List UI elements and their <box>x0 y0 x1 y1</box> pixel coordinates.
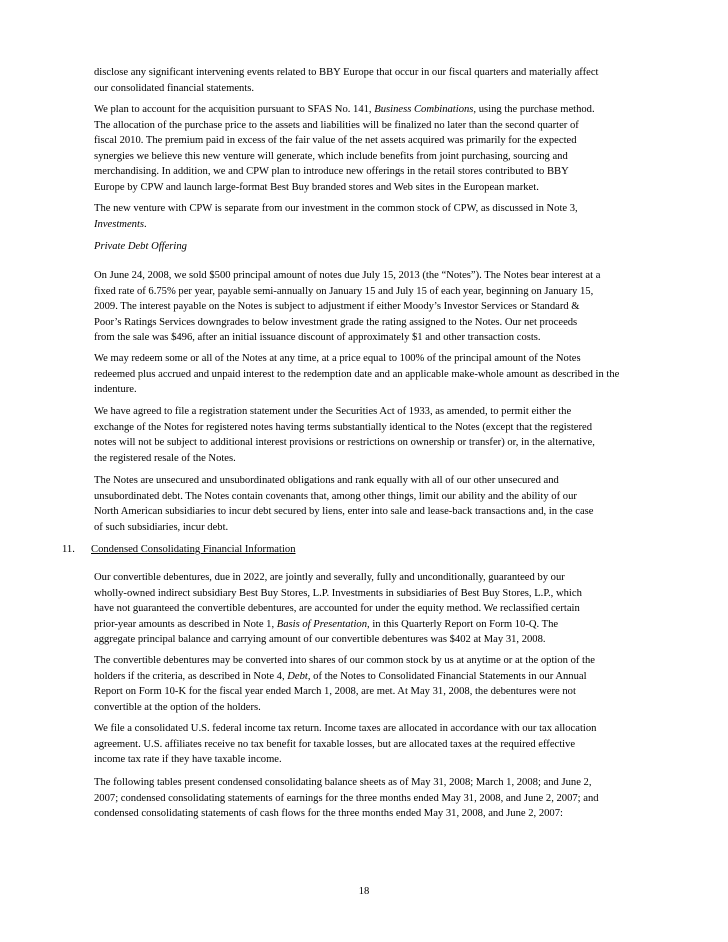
text-line: agreement. U.S. affiliates receive no tax benefit for taxable losses, but are allocated taxes at the required effective <box>94 738 576 750</box>
paragraph-acquisition-accounting <box>94 102 694 195</box>
text-line: unsubordinated debt. The Notes contain covenants that, among other things, limit our ability and the ability of our <box>94 490 577 502</box>
text-line: synergies we believe this new venture will generate, which include benefits from joint purchasing, sourcing and <box>94 150 568 162</box>
text-line: 2009. The interest payable on the Notes is subject to adjustment if either Moody’s Investor Services or Standard & <box>94 301 580 312</box>
page-number: 18 <box>358 886 370 897</box>
paragraph-cpw-venture <box>94 201 694 232</box>
subheading-private-debt-offering: Private Debt Offering <box>94 241 187 252</box>
paragraph-notes-sale <box>94 268 694 346</box>
text-line: The allocation of the purchase price to the assets and liabilities will be finalized no later than the second quarter of <box>94 119 579 131</box>
text-line: income tax rate if they have taxable income. <box>94 754 282 765</box>
text-line: redeemed plus accrued and unpaid interest to the redemption date and an applicable make-whole amount as described in the <box>94 368 620 380</box>
text-line: notes will not be subject to additional interest provisions or restrictions on ownership or transfer) or, in the alternative, <box>94 437 595 448</box>
text-line: wholly-owned indirect subsidiary Best Buy Stores, L.P. Investments in subsidiaries of Best Buy Stores, L.P., which <box>94 587 582 599</box>
text-line: fiscal 2010. The premium paid in excess of the fair value of the net assets acquired was primarily for the expected <box>94 135 577 146</box>
text-line: We may redeem some or all of the Notes at any time, at a price equal to 100% of the principal amount of the Notes <box>94 353 581 364</box>
text-line: We file a consolidated U.S. federal income tax return. Income taxes are allocated in accordance with our tax allocation <box>94 723 597 734</box>
paragraph-debenture-conversion <box>94 653 694 715</box>
section-title: Condensed Consolidating Financial Information <box>91 544 296 555</box>
section-heading <box>62 542 296 558</box>
text-line: We plan to account for the acquisition pursuant to SFAS No. 141, Business Combinations, using the purchase method. <box>94 104 595 115</box>
text-line: Our convertible debentures, due in 2022, are jointly and severally, fully and unconditionally, guaranteed by our <box>94 572 565 583</box>
text-line: from the sale was $496, after an initial issuance discount of approximately $1 and other transaction costs. <box>94 332 541 343</box>
text-line: indenture. <box>94 384 137 395</box>
text-line: have not guaranteed the convertible debentures, are accounted for under the equity method. We reclassified certain <box>94 603 580 614</box>
paragraph-following-tables <box>94 775 694 822</box>
text-line: of such subsidiaries, incur debt. <box>94 521 229 533</box>
text-line: Europe by CPW and launch large-format Best Buy branded stores and Web sites in the European market. <box>94 181 539 193</box>
paragraph-bby-europe-disclosure <box>94 65 694 96</box>
text-line: exchange of the Notes for registered notes having terms substantially identical to the Notes (except that the registered <box>94 421 593 433</box>
text-line: convertible at the option of the holders. <box>94 701 261 713</box>
text-line: The new venture with CPW is separate from our investment in the common stock of CPW, as discussed in Note 3, <box>94 203 578 214</box>
text-line: The Notes are unsecured and unsubordinated obligations and rank equally with all of our other unsecured and <box>94 475 559 486</box>
paragraph-convertible-debentures <box>94 570 694 648</box>
text-line: prior-year amounts as described in Note 1, Basis of Presentation, in this Quarterly Report on Form 10-Q. The <box>94 618 559 630</box>
text-line: disclose any significant intervening events related to BBY Europe that occur in our fiscal quarters and materially affect <box>94 67 599 78</box>
paragraph-notes-redemption <box>94 351 694 398</box>
text-line: merchandising. In addition, we and CPW plan to introduce new offerings in the retail stores contributed to BBY <box>94 166 569 177</box>
text-line: condensed consolidating statements of cash flows for the three months ended May 31, 2008, and June 2, 2007: <box>94 808 563 819</box>
text-line: Report on Form 10-K for the fiscal year ended March 1, 2008, are met. At May 31, 2008, the debentures were not <box>94 686 576 697</box>
section-number: 11. <box>62 544 75 555</box>
text-line: our consolidated financial statements. <box>94 82 255 94</box>
text-line: North American subsidiaries to incur debt secured by liens, enter into sale and lease-back transactions and, in the case <box>94 506 594 517</box>
text-line: fixed rate of 6.75% per year, payable semi-annually on January 15 and July 15 of each year, beginning on January 15, <box>94 285 594 297</box>
text-line: the registered resale of the Notes. <box>94 452 236 464</box>
text-line: 2007; condensed consolidating statements of earnings for the three months ended May 31, 2008, and June 2, 2007; and <box>94 792 599 804</box>
text-line: We have agreed to file a registration statement under the Securities Act of 1933, as amended, to permit either the <box>94 406 572 417</box>
text-line: Poor’s Ratings Services downgrades to below investment grade the rating assigned to the Notes. Our net proceeds <box>94 316 578 328</box>
paragraph-income-tax <box>94 721 694 768</box>
text-line: The following tables present condensed consolidating balance sheets as of May 31, 2008; March 1, 2008; and June 2, <box>94 777 592 788</box>
paragraph-notes-unsecured <box>94 473 694 535</box>
text-line: On June 24, 2008, we sold $500 principal amount of notes due July 15, 2013 (the “Notes”). The Notes bear interest at a <box>94 270 601 281</box>
text-line: aggregate principal balance and carrying amount of our convertible debentures was $402 at May 31, 2008. <box>94 634 546 645</box>
text-line: holders if the criteria, as described in Note 4, Debt, of the Notes to Consolidated Financial Statements in our Annual <box>94 670 587 682</box>
text-line: The convertible debentures may be converted into shares of our common stock by us at anytime or at the option of the <box>94 655 595 666</box>
text-line: Investments. <box>94 218 147 230</box>
paragraph-registration-statement <box>94 404 694 466</box>
